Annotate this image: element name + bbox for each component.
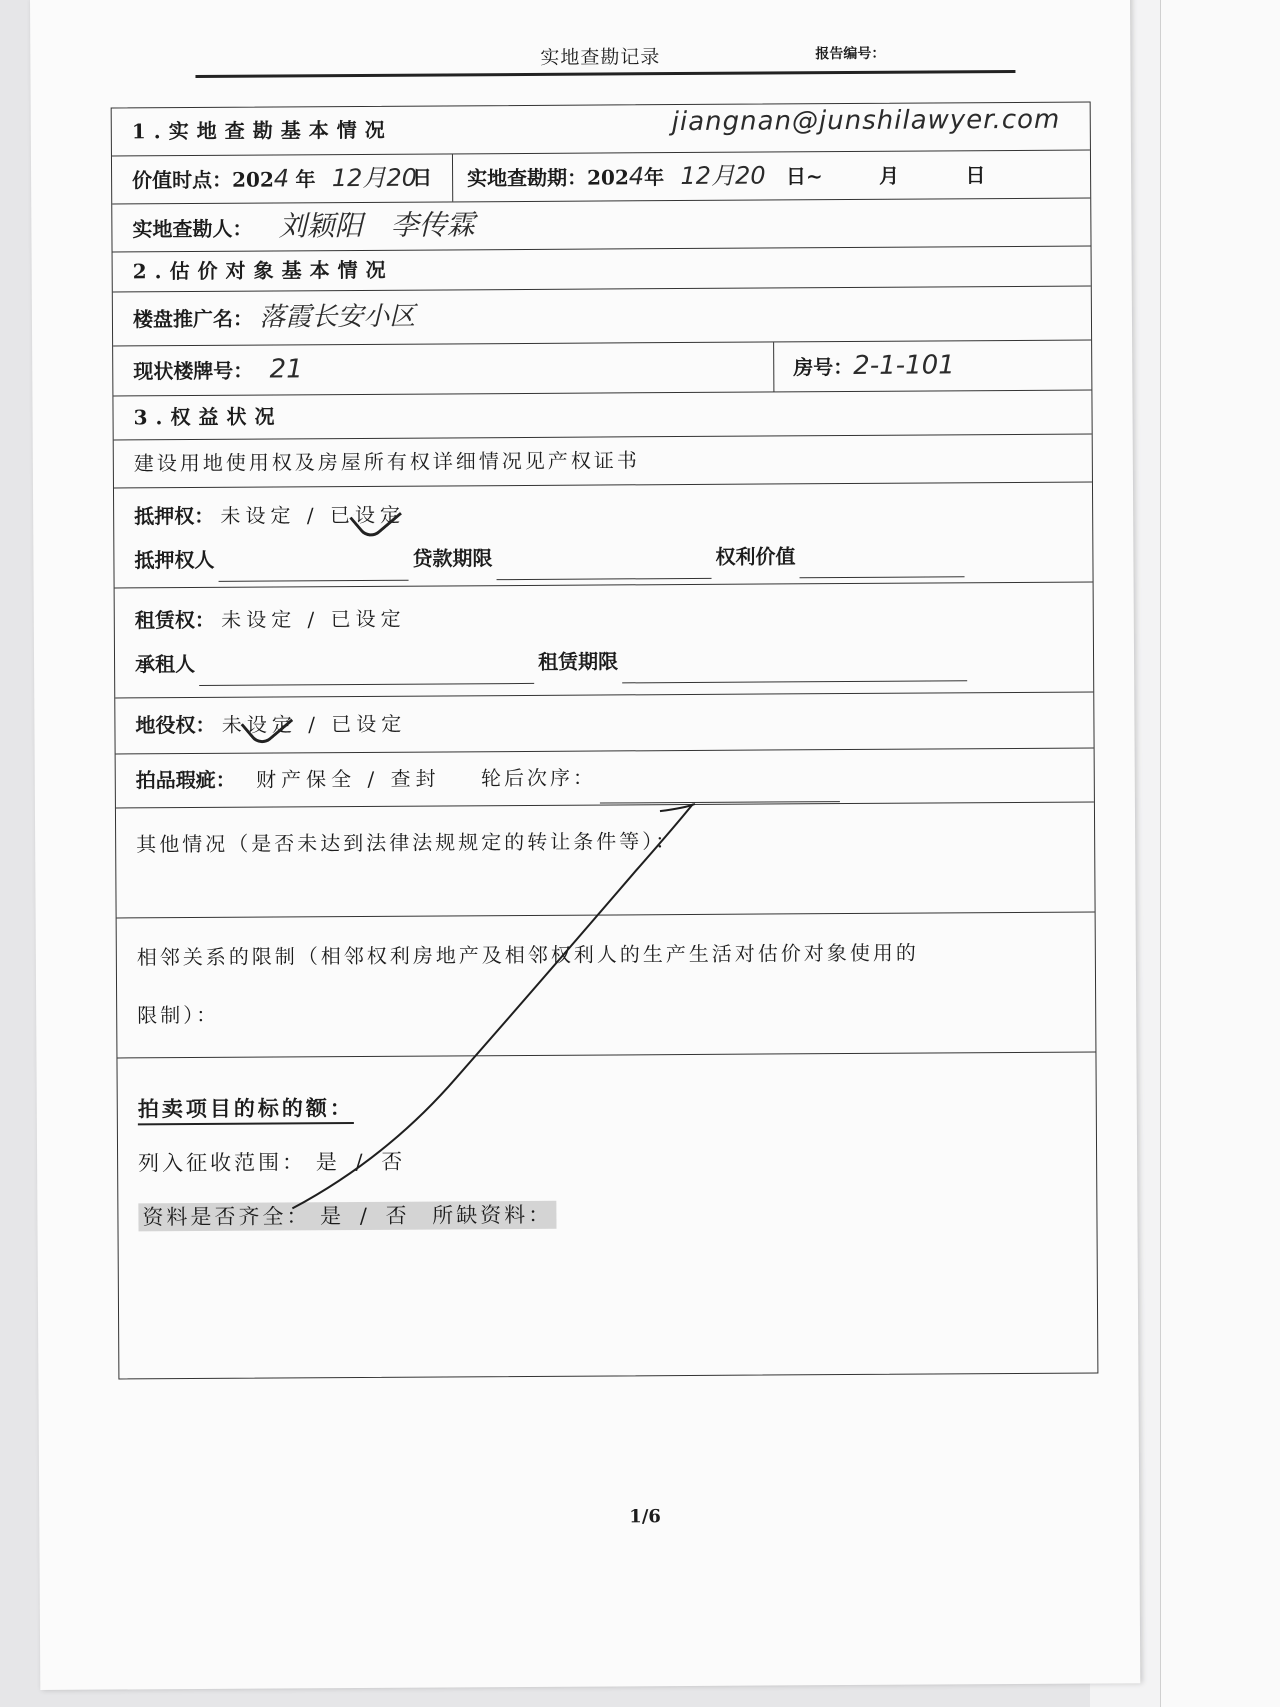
survey-period-label: 实地查勘期：202 (467, 165, 629, 191)
document-title: 实地查勘记录 (540, 46, 661, 69)
round-order-blank (600, 779, 840, 803)
defect-label: 拍品瑕疵： (135, 767, 236, 793)
lease-options: 未设定 / 已设定 (221, 606, 406, 632)
survey-year-digit: 4 (628, 162, 645, 191)
auction-info-row (117, 1053, 1097, 1379)
value-time-month: 12月 (331, 163, 387, 193)
mortgage-options: 未设定 / 已设定 (220, 502, 406, 528)
surveyor-names: 刘颖阳 李传霖 (278, 208, 475, 243)
section3-title-row (113, 391, 1091, 441)
neighbor-restriction-label-1: 相邻关系的限制（相邻权利房地产及相邻权利人的生产生活对估价对象使用的 (136, 940, 919, 970)
survey-day-range: 日~ (785, 164, 823, 189)
value-time-year-digit: 4 (273, 164, 290, 193)
promo-name-value: 落霞长安小区 (259, 301, 416, 333)
easement-checkmark-icon (241, 697, 294, 748)
lessee-blank (199, 661, 534, 686)
page-number: 1/6 (629, 1506, 661, 1528)
cell-divider (452, 154, 453, 201)
survey-period-group (467, 151, 986, 201)
docs-options: 是 / 否 (320, 1203, 413, 1229)
value-time-row (112, 151, 1090, 205)
header-rule (195, 70, 1015, 78)
easement-row (115, 693, 1093, 755)
building-no-value: 21 (269, 354, 303, 385)
mortgage-row (114, 483, 1093, 589)
mortgage-label: 抵押权： (134, 503, 215, 529)
right-value-label: 权利价值 (715, 544, 796, 569)
lease-label: 租赁权： (134, 607, 215, 633)
section3-title: 3.权益状况 (133, 404, 283, 430)
value-time-label: 价值时点：202 (132, 167, 274, 193)
auction-amount-label: 拍卖项目的标的额： (138, 1095, 354, 1125)
expropriation-options: 是 / 否 (315, 1149, 409, 1175)
neighbor-restriction-label-2: 限制）： (137, 1002, 220, 1028)
lease-term-blank (622, 658, 967, 683)
promo-name-row (113, 287, 1091, 347)
section2-title-row (113, 247, 1091, 293)
value-time-day: 20 (386, 163, 418, 192)
right-value-blank (799, 554, 964, 578)
easement-label: 地役权： (135, 712, 216, 738)
survey-month: 12月 (680, 161, 736, 191)
survey-form (111, 102, 1099, 1380)
handwritten-email: jiangnan@junshilawyer.com (671, 104, 1061, 138)
loan-term-blank (496, 556, 711, 580)
survey-year-unit: 年 (644, 165, 665, 190)
other-situation-label: 其他情况（是否未达到法律法规规定的转让条件等）： (136, 829, 679, 857)
mortgagee-label: 抵押权人 (134, 547, 215, 573)
lessee-label: 承租人 (134, 652, 196, 677)
room-no-label: 房号： (793, 354, 854, 380)
surveyor-label: 实地查勘人： (132, 216, 253, 242)
surveyor-row (112, 199, 1090, 253)
section1-title: 1.实地查勘基本情况 (131, 117, 393, 144)
defect-options: 财产保全 / 查封 (256, 766, 441, 792)
background-sheet-edge (1160, 0, 1280, 1707)
section2-title: 2.估价对象基本情况 (132, 257, 394, 284)
document-page (30, 0, 1140, 1690)
survey-day: 20 (734, 161, 766, 190)
year-unit: 年 (295, 167, 316, 192)
rights-note: 建设用地使用权及房屋所有权详细情况见产权证书 (133, 448, 640, 476)
building-no-label: 现状楼牌号： (133, 358, 254, 384)
room-no-value: 2-1-101 (853, 350, 955, 381)
report-number-label: 报告编号： (815, 45, 886, 63)
docs-missing-label: 所缺资料： (432, 1202, 553, 1228)
expropriation-label: 列入征收范围： (138, 1150, 307, 1176)
round-order-label: 轮后次序： (480, 765, 597, 791)
lease-term-label: 租赁期限 (537, 649, 619, 674)
lease-row (115, 583, 1094, 699)
room-no-group (793, 341, 955, 391)
cell-divider (773, 342, 774, 391)
defect-row (116, 749, 1094, 809)
day-unit: 日 (412, 165, 433, 190)
docs-label: 资料是否齐全： (142, 1204, 311, 1230)
easement-options: 未设定 / 已设定 (221, 711, 407, 737)
docs-highlight (138, 1201, 556, 1232)
survey-month-unit: 月 (878, 163, 900, 188)
promo-name-label: 楼盘推广名： (132, 306, 254, 332)
rights-note-row (114, 435, 1092, 489)
other-situation-row (116, 803, 1095, 919)
neighbor-restriction-row (117, 913, 1096, 1059)
section1-title-row (112, 103, 1090, 157)
loan-term-label: 贷款期限 (412, 546, 493, 571)
survey-day-unit-end: 日 (965, 163, 986, 188)
mortgagee-blank (218, 558, 408, 582)
building-no-row (113, 341, 1091, 397)
